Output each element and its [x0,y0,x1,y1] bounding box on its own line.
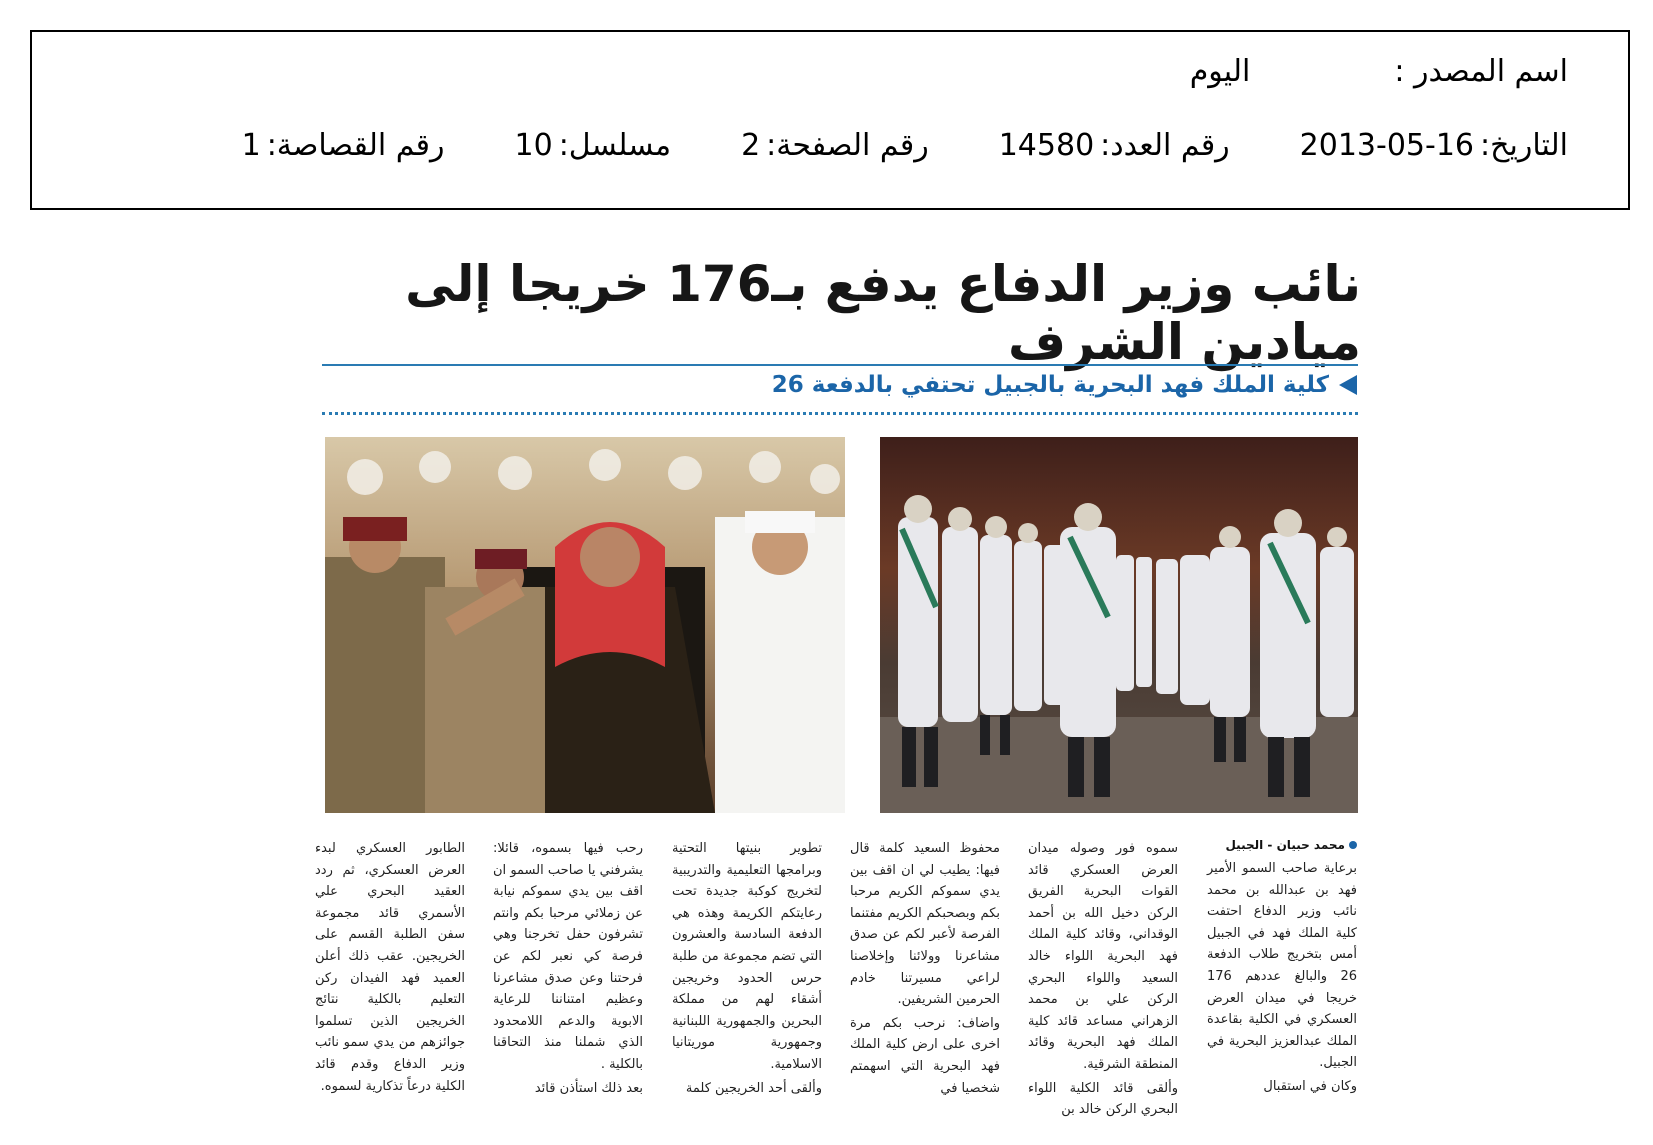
paragraph: سموه فور وصوله ميدان العرض العسكري قائد القوات البحرية الفريق الركن دخيل الله بن أحمد الوقداني، وقائد كلية الملك فهد البحرية اللواء خالد السعيد واللواء البحري الركن علي بن محمد الزهراني مساعد قائد كلية الملك فهد البحرية وقائد المنطقة الشرقية. [1028,841,1178,1072]
paragraph: وألقى أحد الخريجين كلمة [685,1080,822,1096]
source-label: اسم المصدر : [1394,54,1568,89]
date-value: 2013-05-16 [1299,128,1475,163]
paragraph: واضاف: نرحب بكم مرة اخرى على ارض كلية الملك فهد البحرية التي اسهمتم شخصيا في [850,1015,1000,1096]
article-column-5 [493,838,643,1101]
headline-divider [322,364,1358,366]
paragraph: الطابور العسكري لبدء العرض العسكري، ثم ردد العقيد البحري علي الأسمري قائد مجموعة سفن الطلبة القسم على الخريجين. عقب ذلك أعلن العميد فهد الفيدان ركن التعليم بالكلية نتائج الخريجين الذين تسلموا جوائزهم من يدي سمو نائب وزير الدفاع وقدم قائد الكلية درعاً تذكارية لسموه. [315,841,465,1094]
photo-cadets-parade-graphic [880,437,1358,813]
page-value: 2 [741,128,761,163]
issue-label: رقم العدد: [1100,128,1230,163]
photo-officials-saluting [325,437,845,813]
photo-cadets-parade [880,437,1358,813]
date-label: التاريخ: [1480,128,1568,163]
issue-value: 14580 [998,128,1095,163]
subheadline [772,372,1357,398]
paragraph: وألقى قائد الكلية اللواء البحري الركن خالد بن [1028,1080,1178,1118]
triangle-marker-icon [1339,375,1357,395]
paragraph: محفوظ السعيد كلمة قال فيها: يطيب لي ان اقف بين يدي سموكم الكريم مرحبا بكم وبصحبكم الكريم مفتنما الفرصة لأعبر لكم عن صدق مشاعرنا وولائنا وإخلاصنا لراعي مسيرتنا خادم الحرمين الشريفين. [850,841,1000,1008]
article-column-2 [1028,838,1178,1123]
photo-officials-saluting-graphic [325,437,845,813]
byline [1225,838,1357,852]
byline-text: محمد حبيان - الجبيل [1225,838,1345,852]
paragraph: برعاية صاحب السمو الأمير فهد بن عبدالله بن محمد نائب وزير الدفاع احتفت كلية الملك فهد في الجبيل أمس بتخريج طلاب الدفعة 26 والبالغ عددهم 176 خريجا في ميدان العرض العسكري في الكلية بقاعدة الملك عبدالعزيز البحرية في الجبيل. [1207,861,1357,1071]
byline-dot-icon [1349,841,1357,849]
paragraph: تطوير بنيتها التحتية وبرامجها التعليمية والتدريبية لتخريج كوكبة جديدة تحت رعايتكم الكريمة وهذه هي الدفعة السادسة والعشرون التي تضم مجموعة من طلبة حرس الحدود وخريجين أشقاء لهم من مملكة البحرين والجمهورية اللبنانية وجمهورية موريتانيا الاسلامية. [672,841,822,1072]
article-column-6 [315,838,465,1099]
clipping-metadata-box [30,30,1630,210]
serial-label: مسلسل: [558,128,672,163]
article-column-3 [850,838,1000,1101]
clip-value: 1 [241,128,261,163]
source-value: اليوم [1189,54,1251,89]
clip-label: رقم القصاصة: [266,128,445,163]
details-row [242,128,1568,163]
article-headline: نائب وزير الدفاع يدفع بـ176 خريجا إلى ميادين الشرف [405,255,1361,371]
page-label: رقم الصفحة: [766,128,929,163]
article-column-4 [672,838,822,1101]
serial-value: 10 [514,128,553,163]
source-row [1190,54,1568,89]
article-column-1 [1207,858,1357,1100]
paragraph: رحب فيها بسموه، قائلا: يشرفني يا صاحب السمو ان اقف بين يدي سموكم نيابة عن زملائي مرحبا بكم وانتم تشرفون حفل تخرجنا وهي فرصة كي نعبر لكم عن فرحتنا وعن صدق مشاعرنا وعظيم امتناننا للرعاية الابوية والدعم اللامحدود الذي شملنا منذ التحاقنا بالكلية . [493,841,643,1072]
subheadline-text: كلية الملك فهد البحرية بالجبيل تحتفي بالدفعة 26 [771,372,1329,398]
paragraph: وكان في استقبال [1263,1078,1357,1094]
paragraph: بعد ذلك استأذن قائد [534,1080,643,1096]
dotted-divider [322,412,1358,415]
